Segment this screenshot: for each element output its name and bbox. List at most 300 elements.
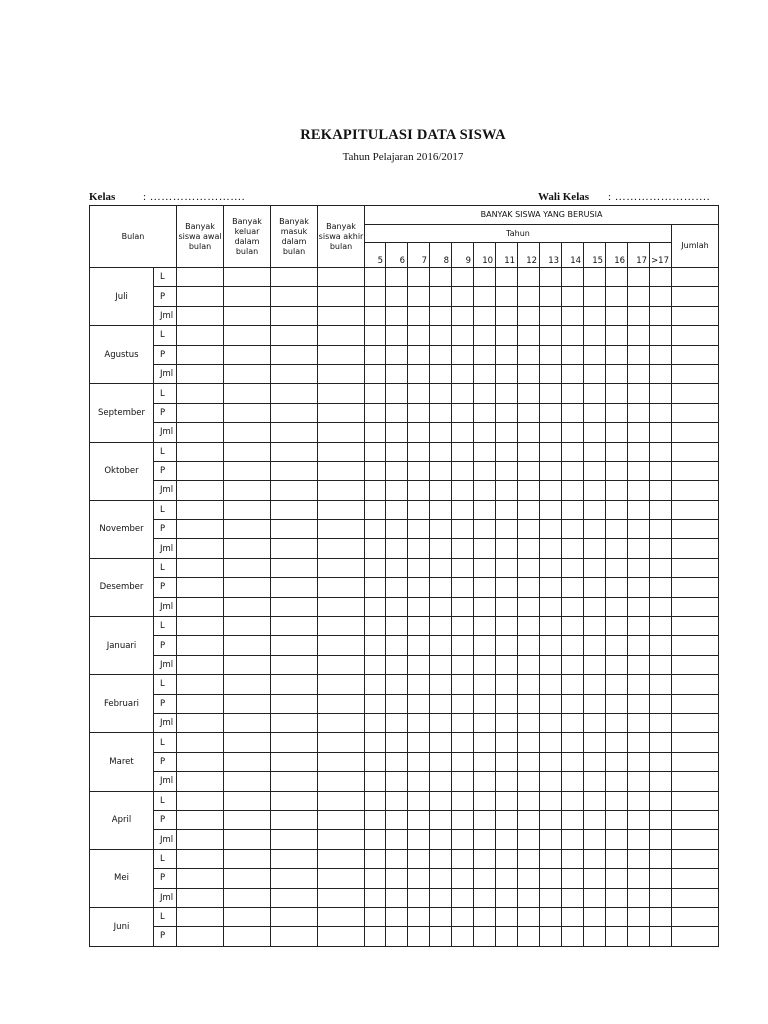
data-cell[interactable]: [177, 733, 224, 752]
data-cell[interactable]: [408, 907, 430, 926]
data-cell[interactable]: [224, 869, 271, 888]
data-cell[interactable]: [540, 655, 562, 674]
data-cell[interactable]: [518, 888, 540, 907]
data-cell[interactable]: [540, 558, 562, 577]
data-cell[interactable]: [318, 655, 365, 674]
data-cell[interactable]: [365, 694, 386, 713]
data-cell[interactable]: [562, 578, 584, 597]
data-cell[interactable]: [496, 481, 518, 500]
data-cell[interactable]: [318, 558, 365, 577]
data-cell[interactable]: [430, 849, 452, 868]
data-cell[interactable]: [430, 268, 452, 287]
data-cell[interactable]: [650, 578, 672, 597]
data-cell[interactable]: [496, 597, 518, 616]
data-cell[interactable]: [408, 713, 430, 732]
data-cell[interactable]: [650, 655, 672, 674]
data-cell[interactable]: [271, 403, 318, 422]
data-cell[interactable]: [177, 830, 224, 849]
data-cell[interactable]: [672, 287, 719, 306]
data-cell[interactable]: [628, 869, 650, 888]
data-cell[interactable]: [584, 733, 606, 752]
data-cell[interactable]: [177, 423, 224, 442]
data-cell[interactable]: [650, 423, 672, 442]
data-cell[interactable]: [540, 810, 562, 829]
data-cell[interactable]: [430, 345, 452, 364]
data-cell[interactable]: [177, 539, 224, 558]
data-cell[interactable]: [628, 578, 650, 597]
data-cell[interactable]: [518, 791, 540, 810]
data-cell[interactable]: [271, 772, 318, 791]
data-cell[interactable]: [650, 520, 672, 539]
data-cell[interactable]: [518, 675, 540, 694]
data-cell[interactable]: [224, 558, 271, 577]
data-cell[interactable]: [474, 539, 496, 558]
data-cell[interactable]: [177, 461, 224, 480]
data-cell[interactable]: [540, 675, 562, 694]
data-cell[interactable]: [177, 617, 224, 636]
data-cell[interactable]: [474, 403, 496, 422]
data-cell[interactable]: [224, 268, 271, 287]
data-cell[interactable]: [318, 287, 365, 306]
data-cell[interactable]: [518, 461, 540, 480]
data-cell[interactable]: [224, 597, 271, 616]
data-cell[interactable]: [518, 539, 540, 558]
data-cell[interactable]: [562, 597, 584, 616]
data-cell[interactable]: [650, 268, 672, 287]
data-cell[interactable]: [430, 694, 452, 713]
data-cell[interactable]: [672, 810, 719, 829]
data-cell[interactable]: [606, 520, 628, 539]
data-cell[interactable]: [562, 403, 584, 422]
data-cell[interactable]: [365, 423, 386, 442]
data-cell[interactable]: [474, 617, 496, 636]
data-cell[interactable]: [518, 384, 540, 403]
data-cell[interactable]: [474, 888, 496, 907]
data-cell[interactable]: [540, 830, 562, 849]
data-cell[interactable]: [474, 694, 496, 713]
data-cell[interactable]: [177, 810, 224, 829]
data-cell[interactable]: [672, 849, 719, 868]
data-cell[interactable]: [365, 617, 386, 636]
data-cell[interactable]: [271, 384, 318, 403]
data-cell[interactable]: [628, 733, 650, 752]
data-cell[interactable]: [271, 694, 318, 713]
data-cell[interactable]: [386, 694, 408, 713]
data-cell[interactable]: [430, 578, 452, 597]
data-cell[interactable]: [540, 500, 562, 519]
data-cell[interactable]: [365, 442, 386, 461]
data-cell[interactable]: [408, 558, 430, 577]
data-cell[interactable]: [365, 558, 386, 577]
data-cell[interactable]: [177, 869, 224, 888]
data-cell[interactable]: [474, 655, 496, 674]
data-cell[interactable]: [540, 423, 562, 442]
data-cell[interactable]: [452, 461, 474, 480]
data-cell[interactable]: [408, 617, 430, 636]
data-cell[interactable]: [562, 268, 584, 287]
data-cell[interactable]: [562, 907, 584, 926]
data-cell[interactable]: [271, 539, 318, 558]
data-cell[interactable]: [672, 907, 719, 926]
data-cell[interactable]: [628, 520, 650, 539]
data-cell[interactable]: [386, 849, 408, 868]
data-cell[interactable]: [496, 461, 518, 480]
data-cell[interactable]: [518, 500, 540, 519]
data-cell[interactable]: [584, 423, 606, 442]
data-cell[interactable]: [177, 558, 224, 577]
data-cell[interactable]: [365, 830, 386, 849]
data-cell[interactable]: [650, 791, 672, 810]
data-cell[interactable]: [562, 287, 584, 306]
data-cell[interactable]: [562, 752, 584, 771]
data-cell[interactable]: [518, 869, 540, 888]
data-cell[interactable]: [224, 888, 271, 907]
data-cell[interactable]: [365, 345, 386, 364]
data-cell[interactable]: [672, 461, 719, 480]
data-cell[interactable]: [518, 927, 540, 946]
data-cell[interactable]: [271, 752, 318, 771]
data-cell[interactable]: [430, 810, 452, 829]
data-cell[interactable]: [318, 539, 365, 558]
data-cell[interactable]: [271, 617, 318, 636]
data-cell[interactable]: [496, 772, 518, 791]
data-cell[interactable]: [408, 364, 430, 383]
data-cell[interactable]: [408, 539, 430, 558]
data-cell[interactable]: [540, 384, 562, 403]
data-cell[interactable]: [452, 791, 474, 810]
data-cell[interactable]: [584, 791, 606, 810]
data-cell[interactable]: [474, 752, 496, 771]
data-cell[interactable]: [496, 675, 518, 694]
data-cell[interactable]: [386, 306, 408, 325]
data-cell[interactable]: [606, 810, 628, 829]
data-cell[interactable]: [408, 772, 430, 791]
data-cell[interactable]: [452, 907, 474, 926]
data-cell[interactable]: [650, 636, 672, 655]
data-cell[interactable]: [496, 907, 518, 926]
data-cell[interactable]: [224, 694, 271, 713]
data-cell[interactable]: [452, 326, 474, 345]
data-cell[interactable]: [562, 772, 584, 791]
data-cell[interactable]: [224, 384, 271, 403]
data-cell[interactable]: [365, 326, 386, 345]
data-cell[interactable]: [540, 713, 562, 732]
data-cell[interactable]: [224, 539, 271, 558]
data-cell[interactable]: [224, 830, 271, 849]
data-cell[interactable]: [540, 364, 562, 383]
data-cell[interactable]: [562, 423, 584, 442]
data-cell[interactable]: [408, 810, 430, 829]
data-cell[interactable]: [628, 500, 650, 519]
data-cell[interactable]: [177, 520, 224, 539]
data-cell[interactable]: [540, 403, 562, 422]
data-cell[interactable]: [430, 326, 452, 345]
data-cell[interactable]: [650, 597, 672, 616]
data-cell[interactable]: [408, 849, 430, 868]
data-cell[interactable]: [408, 694, 430, 713]
data-cell[interactable]: [628, 481, 650, 500]
data-cell[interactable]: [496, 442, 518, 461]
data-cell[interactable]: [474, 423, 496, 442]
data-cell[interactable]: [672, 520, 719, 539]
data-cell[interactable]: [628, 461, 650, 480]
data-cell[interactable]: [177, 364, 224, 383]
data-cell[interactable]: [584, 578, 606, 597]
data-cell[interactable]: [177, 636, 224, 655]
data-cell[interactable]: [430, 442, 452, 461]
data-cell[interactable]: [408, 481, 430, 500]
data-cell[interactable]: [584, 287, 606, 306]
data-cell[interactable]: [177, 384, 224, 403]
data-cell[interactable]: [650, 830, 672, 849]
data-cell[interactable]: [672, 384, 719, 403]
data-cell[interactable]: [271, 326, 318, 345]
data-cell[interactable]: [271, 791, 318, 810]
data-cell[interactable]: [452, 888, 474, 907]
data-cell[interactable]: [496, 520, 518, 539]
data-cell[interactable]: [496, 403, 518, 422]
data-cell[interactable]: [365, 655, 386, 674]
data-cell[interactable]: [584, 384, 606, 403]
data-cell[interactable]: [408, 675, 430, 694]
data-cell[interactable]: [562, 849, 584, 868]
data-cell[interactable]: [452, 423, 474, 442]
data-cell[interactable]: [177, 345, 224, 364]
data-cell[interactable]: [650, 364, 672, 383]
data-cell[interactable]: [386, 268, 408, 287]
data-cell[interactable]: [386, 287, 408, 306]
data-cell[interactable]: [452, 481, 474, 500]
data-cell[interactable]: [650, 442, 672, 461]
data-cell[interactable]: [606, 345, 628, 364]
data-cell[interactable]: [452, 364, 474, 383]
data-cell[interactable]: [650, 907, 672, 926]
data-cell[interactable]: [452, 345, 474, 364]
data-cell[interactable]: [224, 481, 271, 500]
data-cell[interactable]: [177, 675, 224, 694]
data-cell[interactable]: [271, 830, 318, 849]
data-cell[interactable]: [496, 888, 518, 907]
data-cell[interactable]: [430, 539, 452, 558]
data-cell[interactable]: [408, 442, 430, 461]
data-cell[interactable]: [650, 287, 672, 306]
data-cell[interactable]: [628, 713, 650, 732]
data-cell[interactable]: [606, 403, 628, 422]
data-cell[interactable]: [224, 306, 271, 325]
data-cell[interactable]: [562, 364, 584, 383]
data-cell[interactable]: [606, 927, 628, 946]
data-cell[interactable]: [540, 287, 562, 306]
data-cell[interactable]: [318, 907, 365, 926]
data-cell[interactable]: [430, 791, 452, 810]
data-cell[interactable]: [584, 617, 606, 636]
data-cell[interactable]: [672, 558, 719, 577]
data-cell[interactable]: [628, 636, 650, 655]
data-cell[interactable]: [271, 927, 318, 946]
data-cell[interactable]: [452, 772, 474, 791]
data-cell[interactable]: [474, 713, 496, 732]
data-cell[interactable]: [474, 558, 496, 577]
data-cell[interactable]: [650, 481, 672, 500]
data-cell[interactable]: [584, 907, 606, 926]
data-cell[interactable]: [606, 830, 628, 849]
data-cell[interactable]: [628, 830, 650, 849]
data-cell[interactable]: [365, 268, 386, 287]
data-cell[interactable]: [365, 364, 386, 383]
data-cell[interactable]: [496, 539, 518, 558]
data-cell[interactable]: [540, 617, 562, 636]
data-cell[interactable]: [650, 713, 672, 732]
data-cell[interactable]: [672, 869, 719, 888]
data-cell[interactable]: [628, 345, 650, 364]
data-cell[interactable]: [365, 888, 386, 907]
data-cell[interactable]: [386, 830, 408, 849]
data-cell[interactable]: [496, 636, 518, 655]
data-cell[interactable]: [650, 539, 672, 558]
data-cell[interactable]: [650, 849, 672, 868]
data-cell[interactable]: [584, 442, 606, 461]
data-cell[interactable]: [408, 752, 430, 771]
data-cell[interactable]: [628, 558, 650, 577]
data-cell[interactable]: [365, 520, 386, 539]
data-cell[interactable]: [365, 907, 386, 926]
data-cell[interactable]: [386, 364, 408, 383]
data-cell[interactable]: [386, 713, 408, 732]
data-cell[interactable]: [496, 558, 518, 577]
data-cell[interactable]: [224, 655, 271, 674]
data-cell[interactable]: [606, 268, 628, 287]
data-cell[interactable]: [518, 364, 540, 383]
data-cell[interactable]: [408, 306, 430, 325]
data-cell[interactable]: [318, 869, 365, 888]
data-cell[interactable]: [452, 520, 474, 539]
data-cell[interactable]: [430, 772, 452, 791]
data-cell[interactable]: [540, 345, 562, 364]
data-cell[interactable]: [496, 830, 518, 849]
data-cell[interactable]: [650, 558, 672, 577]
data-cell[interactable]: [386, 442, 408, 461]
data-cell[interactable]: [318, 733, 365, 752]
data-cell[interactable]: [408, 597, 430, 616]
data-cell[interactable]: [386, 403, 408, 422]
data-cell[interactable]: [386, 558, 408, 577]
data-cell[interactable]: [496, 713, 518, 732]
data-cell[interactable]: [672, 345, 719, 364]
data-cell[interactable]: [518, 597, 540, 616]
data-cell[interactable]: [562, 481, 584, 500]
data-cell[interactable]: [540, 268, 562, 287]
data-cell[interactable]: [452, 558, 474, 577]
data-cell[interactable]: [224, 636, 271, 655]
data-cell[interactable]: [540, 326, 562, 345]
data-cell[interactable]: [365, 403, 386, 422]
data-cell[interactable]: [518, 287, 540, 306]
data-cell[interactable]: [224, 907, 271, 926]
data-cell[interactable]: [518, 345, 540, 364]
data-cell[interactable]: [224, 752, 271, 771]
data-cell[interactable]: [177, 655, 224, 674]
data-cell[interactable]: [386, 927, 408, 946]
data-cell[interactable]: [318, 830, 365, 849]
data-cell[interactable]: [271, 907, 318, 926]
data-cell[interactable]: [408, 423, 430, 442]
data-cell[interactable]: [540, 733, 562, 752]
data-cell[interactable]: [177, 907, 224, 926]
data-cell[interactable]: [628, 888, 650, 907]
data-cell[interactable]: [672, 500, 719, 519]
data-cell[interactable]: [430, 907, 452, 926]
data-cell[interactable]: [271, 481, 318, 500]
data-cell[interactable]: [430, 384, 452, 403]
data-cell[interactable]: [177, 500, 224, 519]
data-cell[interactable]: [540, 694, 562, 713]
data-cell[interactable]: [224, 849, 271, 868]
data-cell[interactable]: [584, 694, 606, 713]
data-cell[interactable]: [474, 907, 496, 926]
data-cell[interactable]: [365, 306, 386, 325]
data-cell[interactable]: [606, 675, 628, 694]
data-cell[interactable]: [562, 520, 584, 539]
data-cell[interactable]: [606, 578, 628, 597]
data-cell[interactable]: [365, 713, 386, 732]
data-cell[interactable]: [271, 849, 318, 868]
data-cell[interactable]: [430, 830, 452, 849]
data-cell[interactable]: [628, 306, 650, 325]
data-cell[interactable]: [224, 442, 271, 461]
data-cell[interactable]: [318, 636, 365, 655]
data-cell[interactable]: [606, 306, 628, 325]
data-cell[interactable]: [518, 849, 540, 868]
data-cell[interactable]: [650, 694, 672, 713]
data-cell[interactable]: [452, 927, 474, 946]
data-cell[interactable]: [672, 636, 719, 655]
data-cell[interactable]: [672, 752, 719, 771]
data-cell[interactable]: [606, 617, 628, 636]
data-cell[interactable]: [474, 287, 496, 306]
data-cell[interactable]: [408, 869, 430, 888]
data-cell[interactable]: [452, 752, 474, 771]
data-cell[interactable]: [474, 597, 496, 616]
data-cell[interactable]: [271, 268, 318, 287]
data-cell[interactable]: [430, 558, 452, 577]
data-cell[interactable]: [496, 364, 518, 383]
data-cell[interactable]: [177, 268, 224, 287]
data-cell[interactable]: [628, 442, 650, 461]
data-cell[interactable]: [496, 500, 518, 519]
data-cell[interactable]: [518, 713, 540, 732]
data-cell[interactable]: [496, 694, 518, 713]
data-cell[interactable]: [365, 927, 386, 946]
data-cell[interactable]: [650, 810, 672, 829]
data-cell[interactable]: [496, 869, 518, 888]
data-cell[interactable]: [386, 655, 408, 674]
data-cell[interactable]: [452, 442, 474, 461]
data-cell[interactable]: [518, 830, 540, 849]
data-cell[interactable]: [496, 617, 518, 636]
data-cell[interactable]: [318, 617, 365, 636]
data-cell[interactable]: [365, 752, 386, 771]
data-cell[interactable]: [365, 772, 386, 791]
data-cell[interactable]: [271, 500, 318, 519]
data-cell[interactable]: [584, 500, 606, 519]
data-cell[interactable]: [474, 636, 496, 655]
data-cell[interactable]: [224, 461, 271, 480]
data-cell[interactable]: [430, 733, 452, 752]
data-cell[interactable]: [386, 500, 408, 519]
data-cell[interactable]: [318, 791, 365, 810]
data-cell[interactable]: [474, 772, 496, 791]
data-cell[interactable]: [496, 268, 518, 287]
